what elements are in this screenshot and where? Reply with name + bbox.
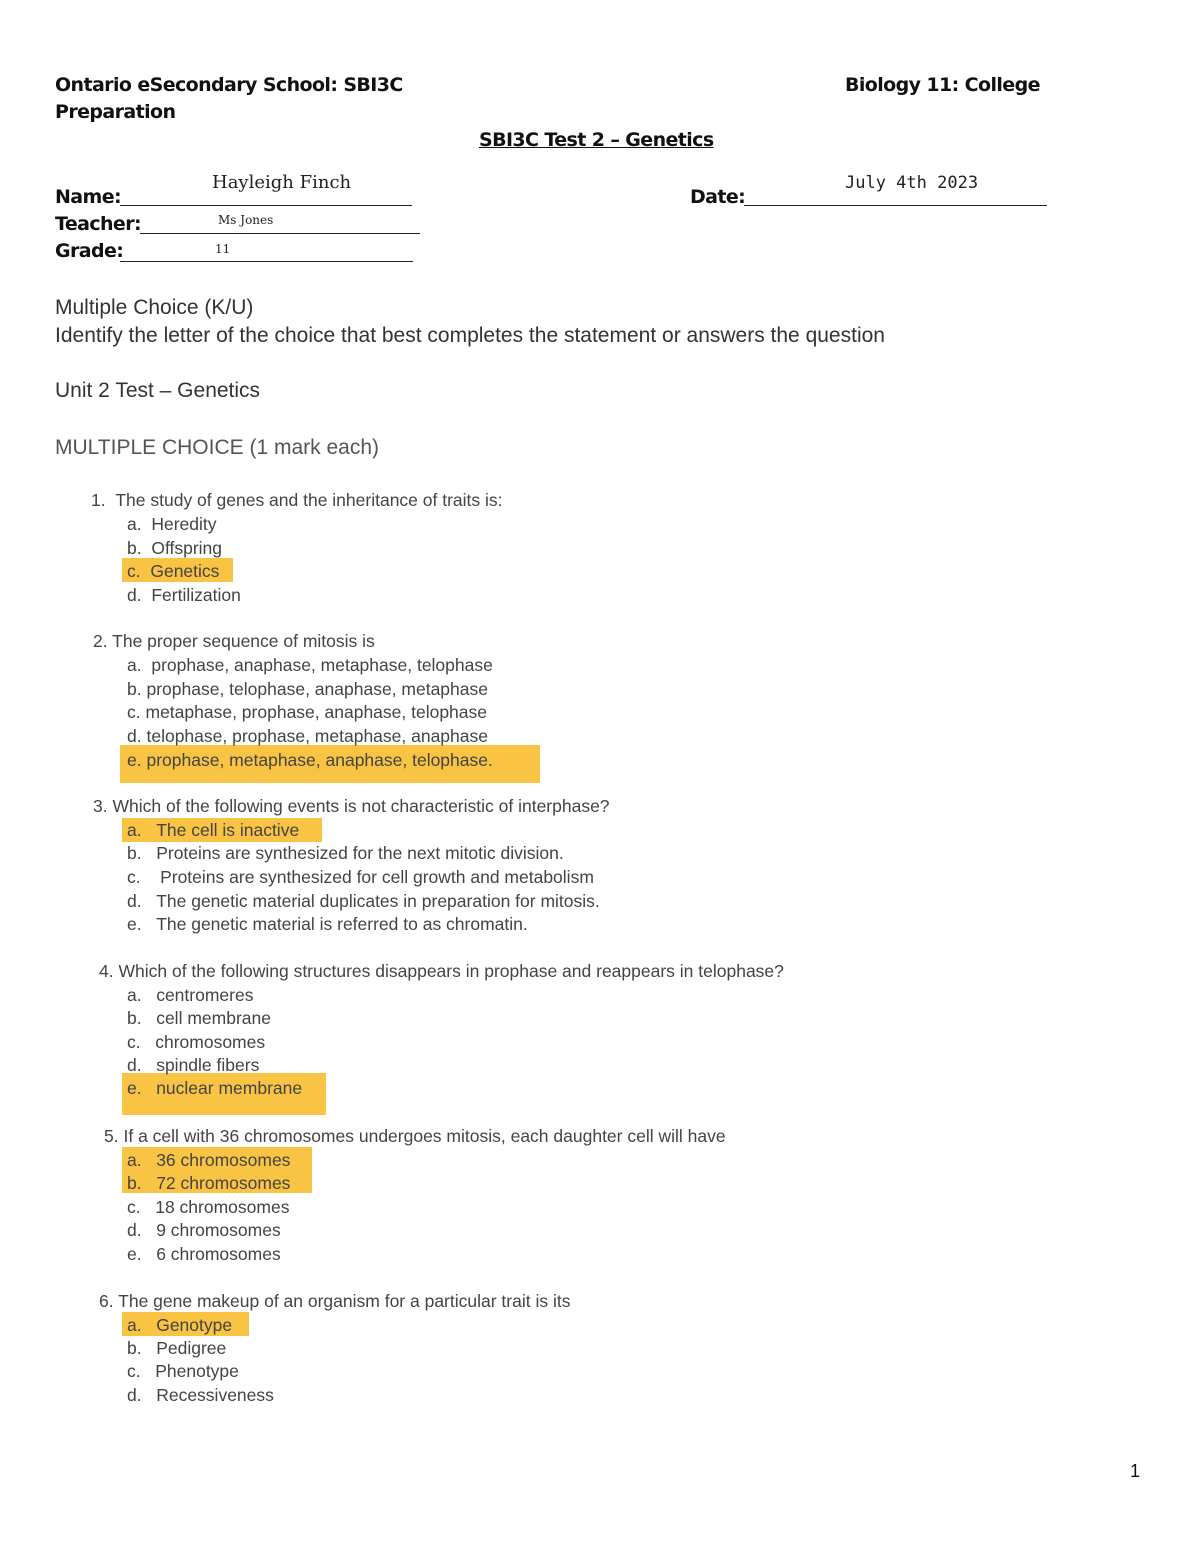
- option-1a[interactable]: a. Heredity: [127, 514, 217, 534]
- test-title: SBI3C Test 2 – Genetics: [479, 129, 714, 151]
- question-5: [104, 1126, 726, 1147]
- option-1b[interactable]: b. Offspring: [127, 538, 223, 558]
- question-number: 2.: [93, 631, 108, 651]
- teacher-label: Teacher:: [55, 213, 141, 235]
- name-label: Name:: [55, 186, 122, 208]
- date-underline: [744, 205, 1047, 206]
- unit-title: Unit 2 Test – Genetics: [55, 379, 261, 402]
- option-2c[interactable]: c. metaphase, prophase, anaphase, telophase: [127, 702, 488, 722]
- option-4b[interactable]: b. cell membrane: [127, 1008, 271, 1028]
- option-5b[interactable]: b. 72 chromosomes: [127, 1173, 291, 1193]
- school-name-line2: Preparation: [55, 101, 176, 123]
- option-6d[interactable]: d. Recessiveness: [127, 1385, 274, 1405]
- option-3c[interactable]: c. Proteins are synthesized for cell growth and metabolism: [127, 867, 594, 887]
- question-4: [99, 961, 784, 982]
- option-2a[interactable]: a. prophase, anaphase, metaphase, telophase: [127, 655, 493, 675]
- option-4a[interactable]: a. centromeres: [127, 985, 254, 1005]
- instructions: Identify the letter of the choice that best completes the statement or answers the question: [55, 324, 885, 347]
- question-number: 5.: [104, 1126, 119, 1146]
- option-2b[interactable]: b. prophase, telophase, anaphase, metaphase: [127, 679, 488, 699]
- school-name: Ontario eSecondary School: SBI3C: [55, 74, 403, 96]
- course-name: Biology 11: College: [845, 74, 1040, 96]
- question-number: 6.: [99, 1291, 114, 1311]
- question-text: The gene makeup of an organism for a particular trait is its: [118, 1291, 571, 1311]
- option-2d[interactable]: d. telophase, prophase, metaphase, anaphase: [127, 726, 488, 746]
- question-number: 4.: [99, 961, 114, 981]
- option-4c[interactable]: c. chromosomes: [127, 1032, 266, 1052]
- option-6c[interactable]: c. Phenotype: [127, 1361, 239, 1381]
- question-2: [93, 631, 375, 652]
- name-field[interactable]: Hayleigh Finch: [212, 172, 352, 193]
- question-number: 3.: [93, 796, 108, 816]
- date-label: Date:: [690, 186, 746, 208]
- question-text: Which of the following events is not characteristic of interphase?: [112, 796, 610, 816]
- question-text: If a cell with 36 chromosomes undergoes mitosis, each daughter cell will have: [123, 1126, 726, 1146]
- option-5c[interactable]: c. 18 chromosomes: [127, 1197, 290, 1217]
- option-6a[interactable]: a. Genotype: [127, 1315, 233, 1335]
- option-2e[interactable]: e. prophase, metaphase, anaphase, telophase.: [127, 750, 493, 770]
- mc-heading: MULTIPLE CHOICE (1 mark each): [55, 436, 380, 459]
- section-title: Multiple Choice (K/U): [55, 296, 254, 319]
- grade-underline: [120, 261, 413, 262]
- grade-field[interactable]: 11: [215, 242, 231, 256]
- teacher-underline: [140, 233, 420, 234]
- question-3: [93, 796, 610, 817]
- page-number: 1: [1130, 1461, 1141, 1481]
- option-5d[interactable]: d. 9 chromosomes: [127, 1220, 281, 1240]
- question-text: The proper sequence of mitosis is: [112, 631, 375, 651]
- option-5a[interactable]: a. 36 chromosomes: [127, 1150, 291, 1170]
- option-1d[interactable]: d. Fertilization: [127, 585, 241, 605]
- date-field[interactable]: July 4th 2023: [845, 173, 979, 193]
- option-6b[interactable]: b. Pedigree: [127, 1338, 227, 1358]
- option-4d[interactable]: d. spindle fibers: [127, 1055, 260, 1075]
- option-3d[interactable]: d. The genetic material duplicates in preparation for mitosis.: [127, 891, 600, 911]
- option-3e[interactable]: e. The genetic material is referred to as chromatin.: [127, 914, 528, 934]
- question-text: The study of genes and the inheritance of traits is:: [115, 490, 503, 510]
- question-text: Which of the following structures disappears in prophase and reappears in telophase?: [118, 961, 784, 981]
- option-5e[interactable]: e. 6 chromosomes: [127, 1244, 281, 1264]
- option-1c[interactable]: c. Genetics: [127, 561, 220, 581]
- question-1: [91, 490, 503, 511]
- name-underline: [120, 205, 412, 206]
- option-4e[interactable]: e. nuclear membrane: [127, 1078, 303, 1098]
- question-6: [99, 1291, 570, 1312]
- grade-label: Grade:: [55, 240, 124, 262]
- teacher-field[interactable]: Ms Jones: [218, 213, 274, 227]
- option-3b[interactable]: b. Proteins are synthesized for the next mitotic division.: [127, 843, 564, 863]
- question-number: 1.: [91, 490, 106, 510]
- option-3a[interactable]: a. The cell is inactive: [127, 820, 300, 840]
